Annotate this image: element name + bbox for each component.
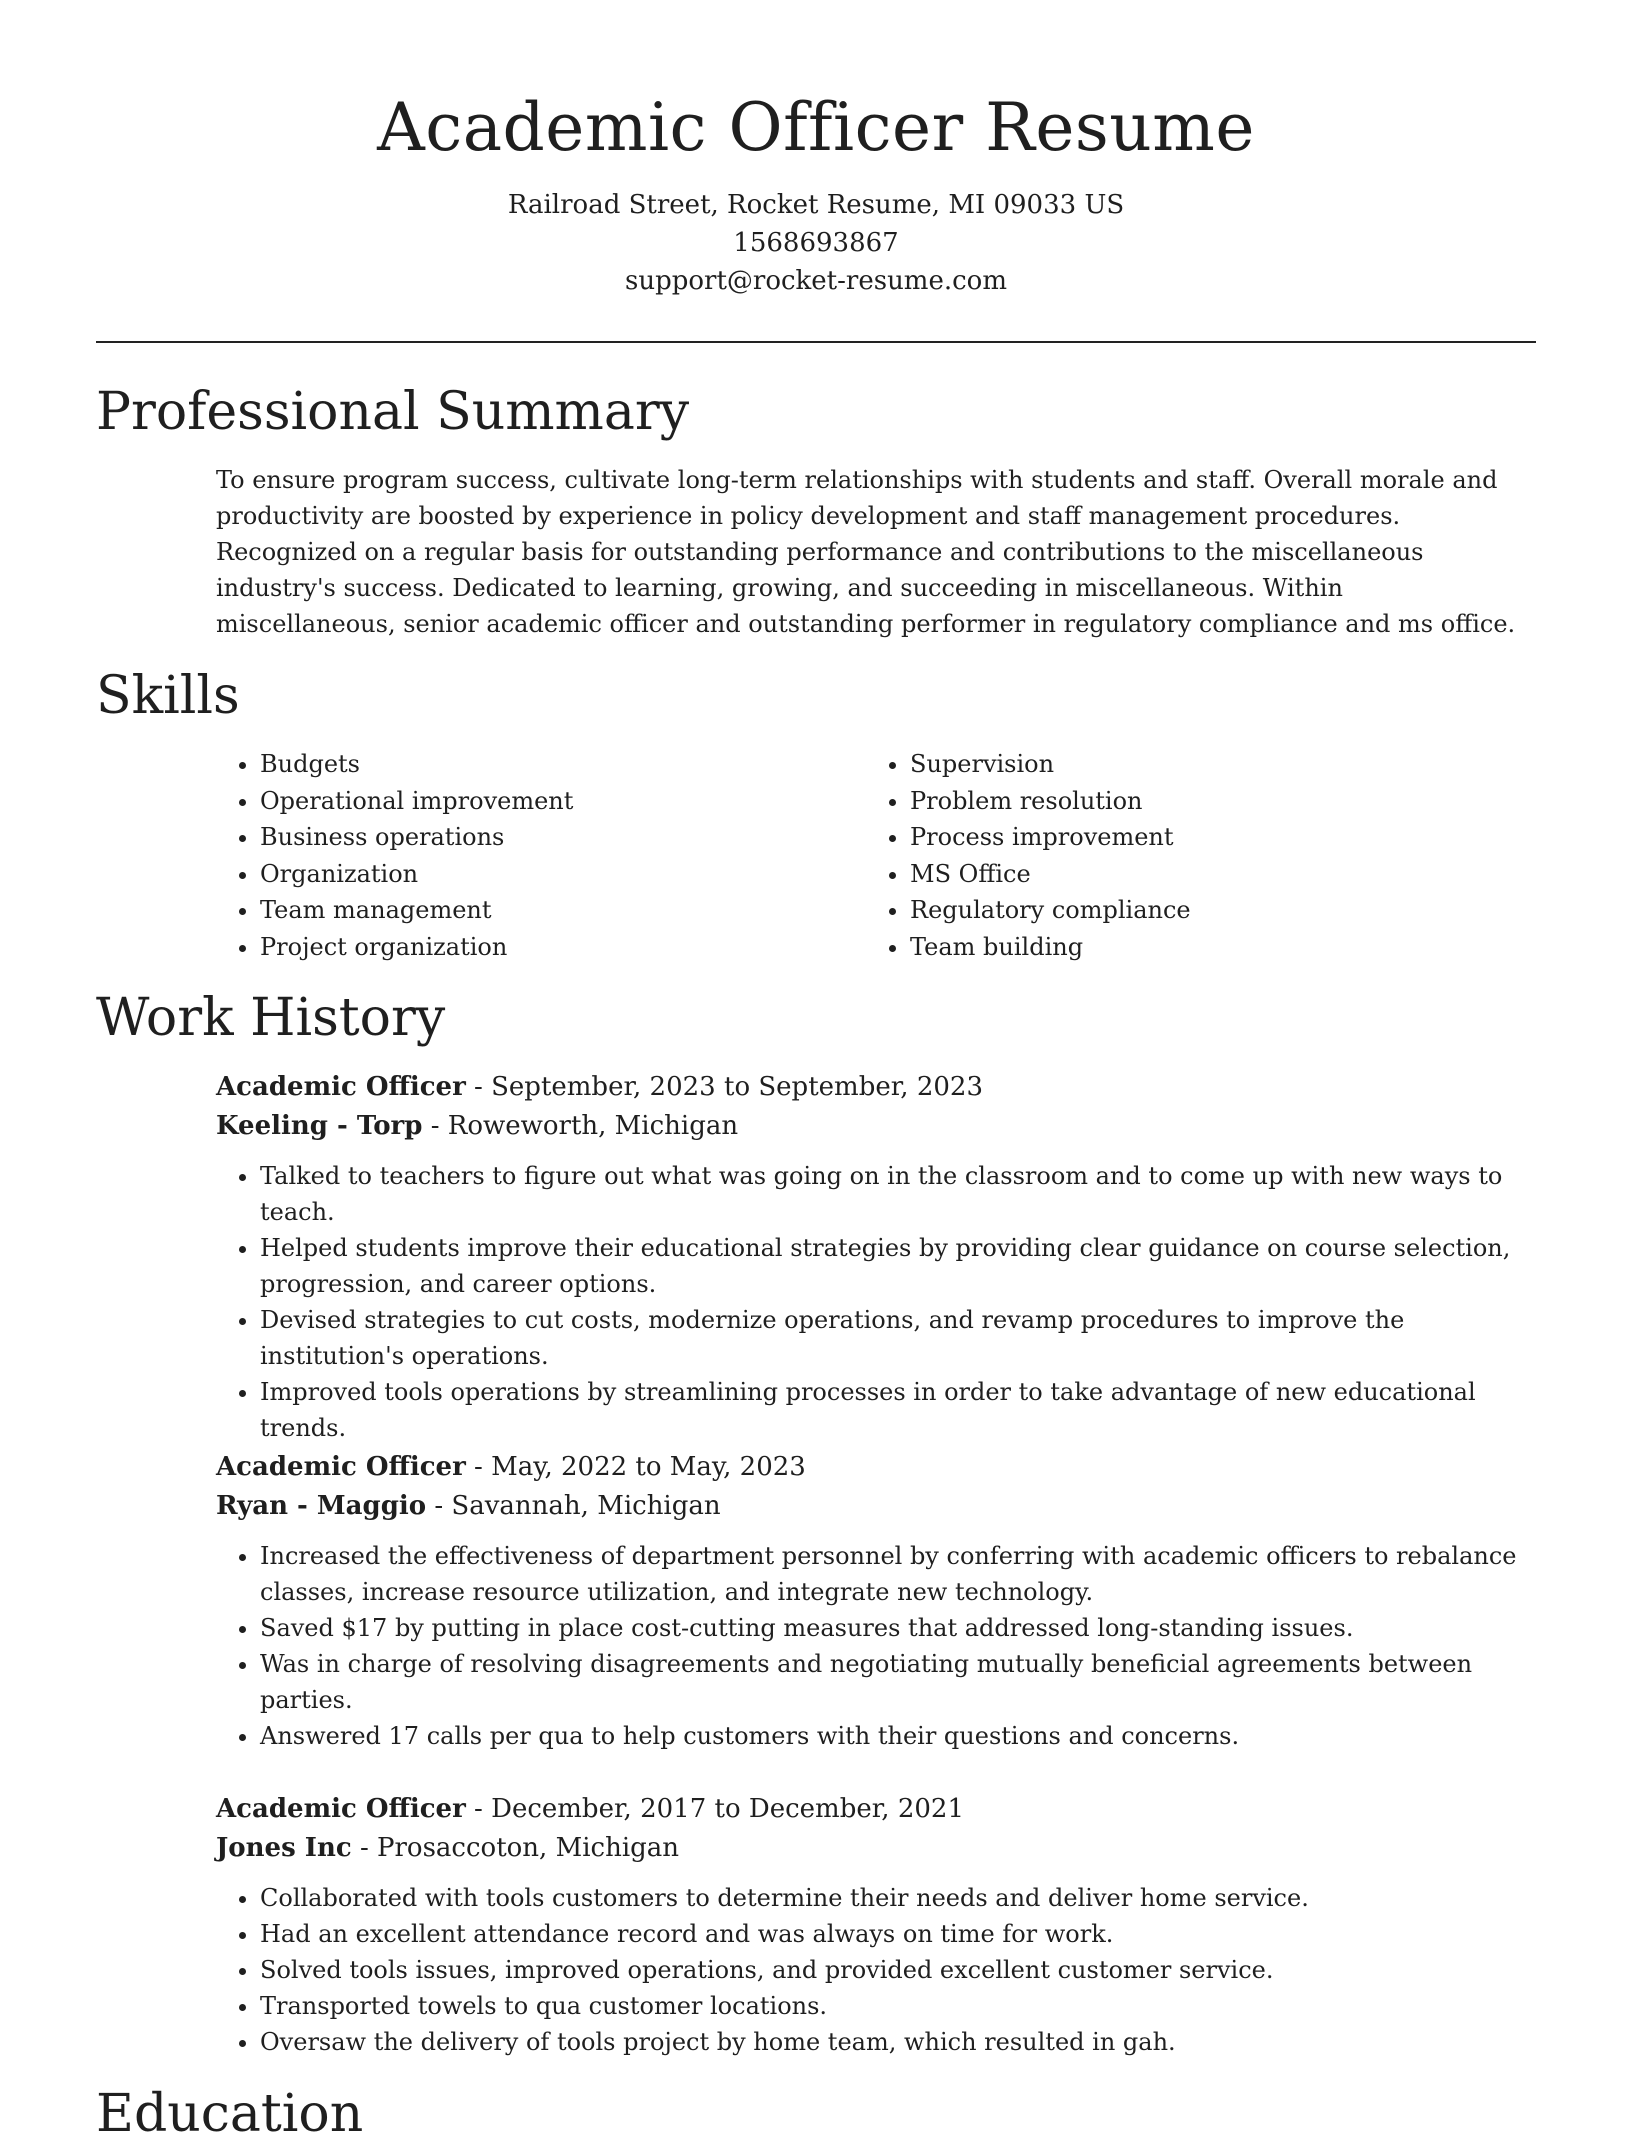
skill-item: • Problem resolution [910, 783, 1191, 820]
resume-header [0, 78, 1632, 300]
job-title-line [216, 1068, 1536, 1107]
job-bullet: • Oversaw the delivery of tools project by home team, which resulted in gah. [260, 2024, 1536, 2060]
job-bullet: • Collaborated with tools customers to determine their needs and deliver home service. [260, 1880, 1536, 1916]
job-company-line [216, 1829, 1536, 1868]
page-title: Academic Officer Resume [377, 89, 1255, 166]
header-divider [96, 341, 1536, 343]
skill-item: • Supervision [910, 746, 1191, 783]
job-bullet: • Was in charge of resolving disagreements and negotiating mutually beneficial agreements between parties. [260, 1646, 1536, 1718]
skill-item: • Operational improvement [260, 783, 573, 820]
job-bullet: • Saved $17 by putting in place cost-cutting measures that addressed long-standing issues. [260, 1610, 1536, 1646]
job-dates: - December, 2017 to December, 2021 [465, 1794, 964, 1824]
job-role: Academic Officer [216, 1794, 466, 1824]
job-role: Academic Officer [216, 1072, 466, 1102]
job-bullet: • Improved tools operations by streamlining processes in order to take advantage of new educational trends. [260, 1374, 1536, 1446]
job-bullets [216, 1880, 1536, 2060]
job-bullet: • Solved tools issues, improved operations, and provided excellent customer service. [260, 1952, 1536, 1988]
job-entry [216, 1790, 1536, 2060]
job-company: Jones Inc [216, 1833, 352, 1863]
job-role: Academic Officer [216, 1452, 466, 1482]
skills-list-left [216, 746, 573, 965]
job-title-line [216, 1790, 1536, 1829]
skill-item: • Business operations [260, 819, 573, 856]
job-bullet: • Increased the effectiveness of department personnel by conferring with academic officers to rebalance classes, increase resource utilization, and integrate new technology. [260, 1538, 1536, 1610]
skill-item: • MS Office [910, 856, 1191, 893]
address: Railroad Street, Rocket Resume, MI 09033 US [507, 190, 1125, 220]
job-company: Keeling - Torp [216, 1111, 423, 1141]
skill-item: • Process improvement [910, 819, 1191, 856]
job-entry [216, 1448, 1536, 1754]
job-location: - Roweworth, Michigan [422, 1111, 739, 1141]
skill-item: • Regulatory compliance [910, 892, 1191, 929]
job-bullet: • Had an excellent attendance record and was always on time for work. [260, 1916, 1536, 1952]
work-history-heading: Work History [96, 988, 446, 1048]
job-company-line [216, 1487, 1536, 1526]
email: support@rocket-resume.com [624, 266, 1007, 296]
skill-item: • Team management [260, 892, 573, 929]
job-bullets [216, 1158, 1536, 1446]
job-location: - Prosaccoton, Michigan [351, 1833, 680, 1863]
job-company-line [216, 1107, 1536, 1146]
job-bullet: • Talked to teachers to figure out what was going on in the classroom and to come up with new ways to teach. [260, 1158, 1536, 1230]
job-bullet: • Answered 17 calls per qua to help customers with their questions and concerns. [260, 1718, 1536, 1754]
job-company: Ryan - Maggio [216, 1491, 427, 1521]
skill-item: • Project organization [260, 929, 573, 966]
skill-item: • Organization [260, 856, 573, 893]
job-bullet: • Devised strategies to cut costs, modernize operations, and revamp procedures to improve the institution's operations. [260, 1302, 1536, 1374]
job-title-line [216, 1448, 1536, 1487]
skills-list-right [866, 746, 1191, 965]
phone: 1568693867 [733, 228, 899, 258]
job-bullet: • Transported towels to qua customer locations. [260, 1988, 1536, 2024]
skills-heading: Skills [96, 666, 240, 726]
job-entry [216, 1068, 1536, 1446]
summary-text: To ensure program success, cultivate long-term relationships with students and staff. Overall morale and productivity are boosted by experience in policy development and staff management procedures. Recognized on a regular basis for outstanding performance and contributions to the miscellaneous industry's success. Dedicated to learning, growing, and succeeding in miscellaneous. Within miscellaneous, senior academic officer and outstanding performer in regulatory compliance and ms office. [216, 466, 1516, 638]
education-heading: Education [96, 2084, 364, 2144]
summary-heading: Professional Summary [96, 382, 690, 442]
job-location: - Savannah, Michigan [426, 1491, 721, 1521]
job-dates: - May, 2022 to May, 2023 [465, 1452, 806, 1482]
skill-item: • Budgets [260, 746, 573, 783]
job-dates: - September, 2023 to September, 2023 [465, 1072, 983, 1102]
skill-item: • Team building [910, 929, 1191, 966]
job-bullet: • Helped students improve their educational strategies by providing clear guidance on course selection, progression, and career options. [260, 1230, 1536, 1302]
job-bullets [216, 1538, 1536, 1754]
